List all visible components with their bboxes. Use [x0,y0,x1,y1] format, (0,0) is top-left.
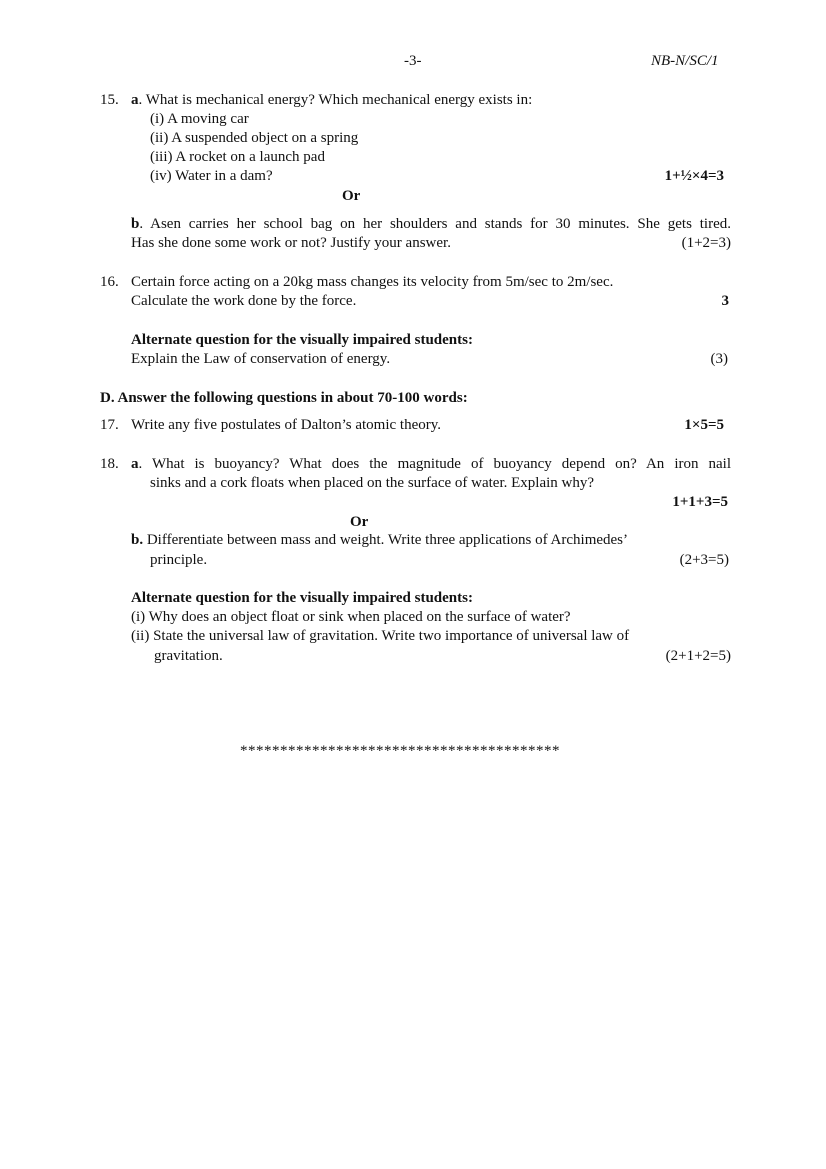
alternate-question-18-line3: gravitation. [154,648,223,664]
end-of-paper-divider: **************************************** [240,743,560,759]
question-18b-line1 [131,531,628,550]
marks-18b: (2+3=5) [679,552,729,568]
part-label: b. [131,532,144,548]
question-15a-text [131,91,532,110]
list-item: (iii) A rocket on a launch pad [150,149,325,165]
question-16-line1: Certain force acting on a 20kg mass changes its velocity from 5m/sec to 2m/sec. [131,274,614,290]
question-number-15: 15. [100,92,119,108]
marks-18-alt: (2+1+2=5) [665,648,731,664]
or-separator: Or [350,514,369,530]
question-17-text: Write any five postulates of Dalton’s atomic theory. [131,417,442,433]
section-heading: D. Answer the following questions in about 70-100 words: [100,390,468,406]
question-number-17: 17. [100,417,119,433]
marks-17: 1×5=5 [684,417,724,433]
alternate-question-18-line2: (ii) State the universal law of gravitation. Write two importance of universal law of [131,628,630,644]
marks-16-alt: (3) [710,351,728,367]
list-item: (iv) Water in a dam? [150,168,273,184]
part-label: b [131,216,140,232]
question-18a-line1 [131,455,731,474]
part-text: . What is mechanical energy? Which mechanical energy exists in: [138,92,533,108]
part-text: Differentiate between mass and weight. Write three applications of Archimedes’ [143,532,629,548]
alternate-heading: Alternate question for the visually impaired students: [131,332,473,348]
question-15b-line1 [131,215,731,234]
part-text: . What is buoyancy? What does the magnitude of buoyancy depend on? An iron nail [138,456,731,472]
question-number-18: 18. [100,456,119,472]
marks-15b: (1+2=3) [681,235,731,251]
paper-code: NB-N/SC/1 [651,53,719,69]
list-item: (ii) A suspended object on a spring [150,130,359,146]
alternate-heading: Alternate question for the visually impaired students: [131,590,473,606]
alternate-question-16: Explain the Law of conservation of energy. [131,351,391,367]
marks-18a: 1+1+3=5 [672,494,728,510]
list-item: (i) A moving car [150,111,249,127]
question-18b-line2: principle. [150,552,208,568]
question-16-line2: Calculate the work done by the force. [131,293,357,309]
marks-16: 3 [721,293,729,309]
alternate-question-18-line1: (i) Why does an object float or sink when placed on the surface of water? [131,609,571,625]
part-label: a [131,92,139,108]
question-18a-line2: sinks and a cork floats when placed on the surface of water. Explain why? [150,475,595,491]
part-text: . Asen carries her school bag on her shoulders and stands for 30 minutes. She gets tired. [139,216,731,232]
part-label: a [131,456,139,472]
question-number-16: 16. [100,274,119,290]
question-15b-line2: Has she done some work or not? Justify your answer. [131,235,451,251]
marks-15a: 1+½×4=3 [664,168,724,184]
page-number: -3- [404,53,422,69]
or-separator: Or [342,188,361,204]
